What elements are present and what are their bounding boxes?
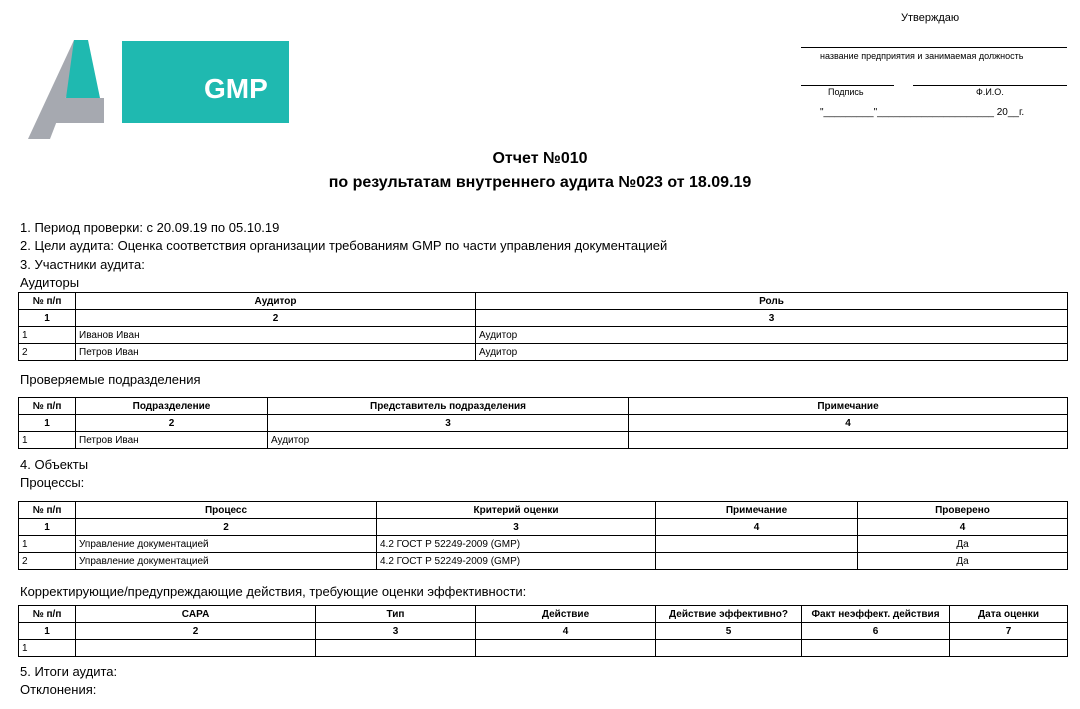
header-cell: Подразделение (76, 398, 268, 415)
cell: Петров Иван (76, 344, 476, 361)
header-cell: № п/п (19, 293, 76, 310)
cell (802, 640, 950, 657)
header-cell: № п/п (19, 606, 76, 623)
number-cell: 3 (316, 623, 476, 640)
number-cell: 2 (76, 415, 268, 432)
deviations-label: Отклонения: (20, 682, 97, 697)
cell: 1 (19, 327, 76, 344)
cell: 1 (19, 536, 76, 553)
number-cell: 3 (268, 415, 629, 432)
table-row (19, 432, 1068, 449)
participants-heading: 3. Участники аудита: (20, 257, 145, 272)
cell: Аудитор (476, 344, 1068, 361)
cell: Иванов Иван (76, 327, 476, 344)
logo-mark-icon (28, 40, 108, 140)
column-number-row (19, 623, 1068, 640)
cell: Аудитор (268, 432, 629, 449)
cell: Управление документацией (76, 553, 377, 570)
header-cell: Проверено (858, 502, 1068, 519)
number-cell: 4 (858, 519, 1068, 536)
table-header-row (19, 606, 1068, 623)
auditors-label: Аудиторы (20, 275, 80, 290)
number-cell: 2 (76, 310, 476, 327)
header-cell: Процесс (76, 502, 377, 519)
departments-label: Проверяемые подразделения (20, 372, 201, 387)
column-number-row (19, 310, 1068, 327)
cell (656, 640, 802, 657)
header-cell: CAPA (76, 606, 316, 623)
cell: Аудитор (476, 327, 1068, 344)
number-cell: 1 (19, 519, 76, 536)
processes-label: Процессы: (20, 475, 85, 490)
number-cell: 4 (629, 415, 1068, 432)
approval-title: Утверждаю (901, 12, 960, 24)
number-cell: 3 (476, 310, 1068, 327)
cell: 4.2 ГОСТ Р 52249-2009 (GMP) (377, 553, 656, 570)
header-cell: Тип (316, 606, 476, 623)
header-cell: № п/п (19, 398, 76, 415)
table-header-row (19, 398, 1068, 415)
capa-table (18, 605, 1068, 657)
cell: Да (858, 553, 1068, 570)
number-cell: 4 (476, 623, 656, 640)
cell (950, 640, 1068, 657)
header-cell: Действие (476, 606, 656, 623)
logo (122, 41, 289, 123)
position-caption: название предприятия и занимаемая должность (820, 51, 1024, 61)
header-cell: № п/п (19, 502, 76, 519)
number-cell: 2 (76, 623, 316, 640)
cell: Управление документацией (76, 536, 377, 553)
number-cell: 7 (950, 623, 1068, 640)
capa-label: Корректирующие/предупреждающие действия, требующие оценки эффективности: (20, 584, 527, 599)
cell: Петров Иван (76, 432, 268, 449)
period-text: 1. Период проверки: с 20.09.19 по 05.10.19 (20, 220, 280, 235)
logo-text: GMP (204, 73, 268, 104)
cell: Да (858, 536, 1068, 553)
cell: 1 (19, 640, 76, 657)
signature-caption: Подпись (828, 87, 864, 97)
column-number-row (19, 415, 1068, 432)
column-number-row (19, 519, 1068, 536)
table-row (19, 640, 1068, 657)
cell: 1 (19, 432, 76, 449)
date-line: "_________"_____________________ 20__г. (820, 107, 1025, 118)
header-cell: Критерий оценки (377, 502, 656, 519)
number-cell: 2 (76, 519, 377, 536)
cell: 2 (19, 344, 76, 361)
number-cell: 1 (19, 310, 76, 327)
name-caption: Ф.И.О. (976, 87, 1004, 97)
number-cell: 1 (19, 623, 76, 640)
cell: 2 (19, 553, 76, 570)
processes-table (18, 501, 1068, 570)
header-cell: Действие эффективно? (656, 606, 802, 623)
cell (656, 536, 858, 553)
name-line (913, 85, 1067, 86)
table-row (19, 536, 1068, 553)
header-cell: Дата оценки (950, 606, 1068, 623)
table-header-row (19, 502, 1068, 519)
header-cell: Аудитор (76, 293, 476, 310)
table-row (19, 327, 1068, 344)
table-row (19, 344, 1068, 361)
header-cell: Факт неэффект. действия (802, 606, 950, 623)
number-cell: 4 (656, 519, 858, 536)
header-cell: Представитель подразделения (268, 398, 629, 415)
position-line (801, 47, 1067, 48)
number-cell: 3 (377, 519, 656, 536)
number-cell: 6 (802, 623, 950, 640)
auditors-table (18, 292, 1068, 361)
table-header-row (19, 293, 1068, 310)
cell (476, 640, 656, 657)
objects-heading: 4. Объекты (20, 457, 89, 472)
goals-text: 2. Цели аудита: Оценка соответствия организации требованиям GMP по части управления документацией (20, 238, 668, 253)
cell (656, 553, 858, 570)
results-heading: 5. Итоги аудита: (20, 664, 118, 679)
header-cell: Роль (476, 293, 1068, 310)
departments-table (18, 397, 1068, 449)
cell (316, 640, 476, 657)
report-subtitle: по результатам внутреннего аудита №023 от 18.09.19 (328, 174, 752, 191)
header-cell: Примечание (656, 502, 858, 519)
cell (629, 432, 1068, 449)
header-cell: Примечание (629, 398, 1068, 415)
cell (76, 640, 316, 657)
cell: 4.2 ГОСТ Р 52249-2009 (GMP) (377, 536, 656, 553)
signature-line (801, 85, 894, 86)
report-title: Отчет №010 (492, 150, 588, 167)
number-cell: 5 (656, 623, 802, 640)
table-row (19, 553, 1068, 570)
number-cell: 1 (19, 415, 76, 432)
